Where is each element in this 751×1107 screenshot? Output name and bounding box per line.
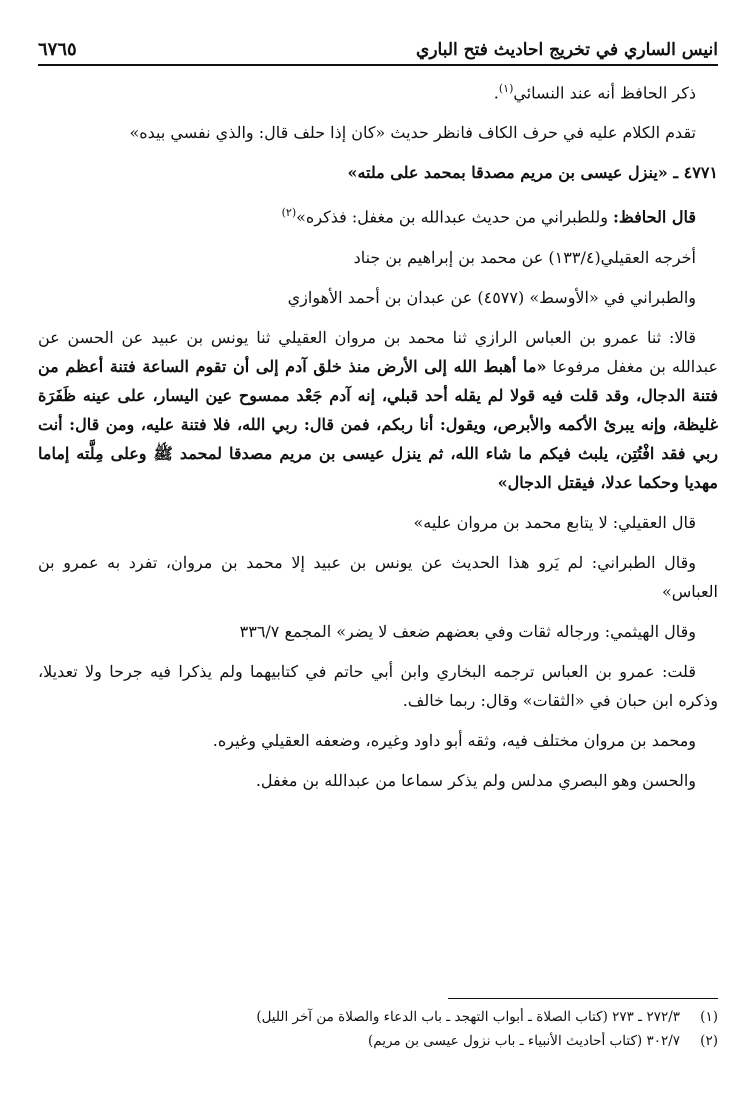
- paragraph-2: تقدم الكلام عليه في حرف الكاف فانظر حديث «كان إذا حلف قال: والذي نفسي بيده»: [129, 123, 696, 143]
- hafiz-label: قال الحافظ:: [613, 207, 696, 227]
- footnote-number: (١): [700, 1009, 718, 1025]
- paragraph-6: [38, 323, 718, 497]
- paragraph-7: قال العقيلي: لا يتابع محمد بن مروان عليه»: [413, 512, 696, 532]
- hadith-heading: [38, 158, 718, 187]
- footnote-text: ٢٧٢/٣ ـ ٢٧٣ (كتاب الصلاة ـ أبواب التهجد ـ باب الدعاء والصلاة من آخر الليل): [256, 1009, 680, 1025]
- document-page: [38, 30, 718, 1090]
- hadith-title: «ينزل عيسى بن مريم مصدقا بمحمد على ملته»: [347, 163, 668, 183]
- running-title: انيس الساري في تخريج احاديث فتح الباري: [416, 40, 718, 60]
- footnote-1: [38, 1005, 718, 1029]
- page-header: [38, 30, 718, 66]
- footnote-ref-2[interactable]: (٢): [281, 206, 297, 220]
- paragraph-9: وقال الهيثمي: ورجاله ثقات وفي بعضهم ضعف لا يضر» المجمع ٣٣٦/٧: [239, 621, 696, 641]
- footnote-divider: [448, 998, 718, 999]
- paragraph-5: والطبراني في «الأوسط» (٤٥٧٧) عن عبدان بن أحمد الأهوازي: [287, 287, 696, 307]
- isnad-text: قالا: ثنا عمرو بن العباس الرازي ثنا محمد بن مروان العقيلي ثنا يونس بن عبيد عن الحسن عن عبدالله بن مغفل مرفوعا: [38, 327, 718, 376]
- footnotes: [38, 998, 718, 1053]
- paragraph-11: ومحمد بن مروان مختلف فيه، وثقه أبو داود وغيره، وضعفه العقيلي وغيره.: [212, 730, 696, 750]
- paragraph-1: ذكر الحافظ أنه عند النسائي$^{(١)}$.: [493, 82, 696, 103]
- paragraph-12: والحسن وهو البصري مدلس ولم يذكر سماعا من عبدالله بن مغفل.: [255, 770, 696, 790]
- paragraph-4: أخرجه العقيلي(١٣٣/٤) عن محمد بن إبراهيم بن جناد: [353, 247, 696, 267]
- footnote-number: (٢): [700, 1033, 718, 1049]
- paragraph-10: قلت: عمرو بن العباس ترجمه البخاري وابن أبي حاتم في كتابيهما ولم يذكرا فيه جرحا ولا تعديلا، وذكره ابن حبان في «الثقات» وقال: ربما خالف.: [38, 661, 718, 710]
- main-text: [38, 74, 718, 795]
- hadith-number: ٤٧٧١ ـ: [673, 163, 718, 183]
- page-number: ٦٧٦٥: [38, 39, 77, 60]
- paragraph-8: وقال الطبراني: لم يَرو هذا الحديث عن يونس بن عبيد إلا محمد بن مروان، تفرد به عمرو بن العباس»: [38, 552, 718, 601]
- paragraph-3: قال الحافظ: وللطبراني من حديث عبدالله بن مغفل: فذكره»$^{(٢)}$: [281, 206, 696, 227]
- footnote-2: [38, 1029, 718, 1053]
- footnote-ref-1[interactable]: (١): [498, 82, 514, 95]
- matn-text: «ما أهبط الله إلى الأرض منذ خلق آدم إلى أن تقوم الساعة فتنة أعظم من فتنة الدجال، وقد قلت فيه قولا لم يقله أحد قبلي، إنه آدم جَعْد ممسوح عين اليسار، على عينه ظَفَرَة غليظة، وإنه يبرئ الأكمه والأبرص، ويقول: أنا ربكم، فمن قال: ربي الله، فلا فتنة عليه، ومن قال: أنت ربي فقد افْتُتِن، يلبث فيكم ما شاء الله، ثم ينزل عيسى بن مريم مصدقا لمحمد ﷺ وعلى مِلَّته إماما مهديا وحكما عدلا، فيقتل الدجال»: [38, 356, 719, 492]
- footnote-text: ٣٠٢/٧ (كتاب أحاديث الأنبياء ـ باب نزول عيسى بن مريم): [367, 1033, 680, 1049]
